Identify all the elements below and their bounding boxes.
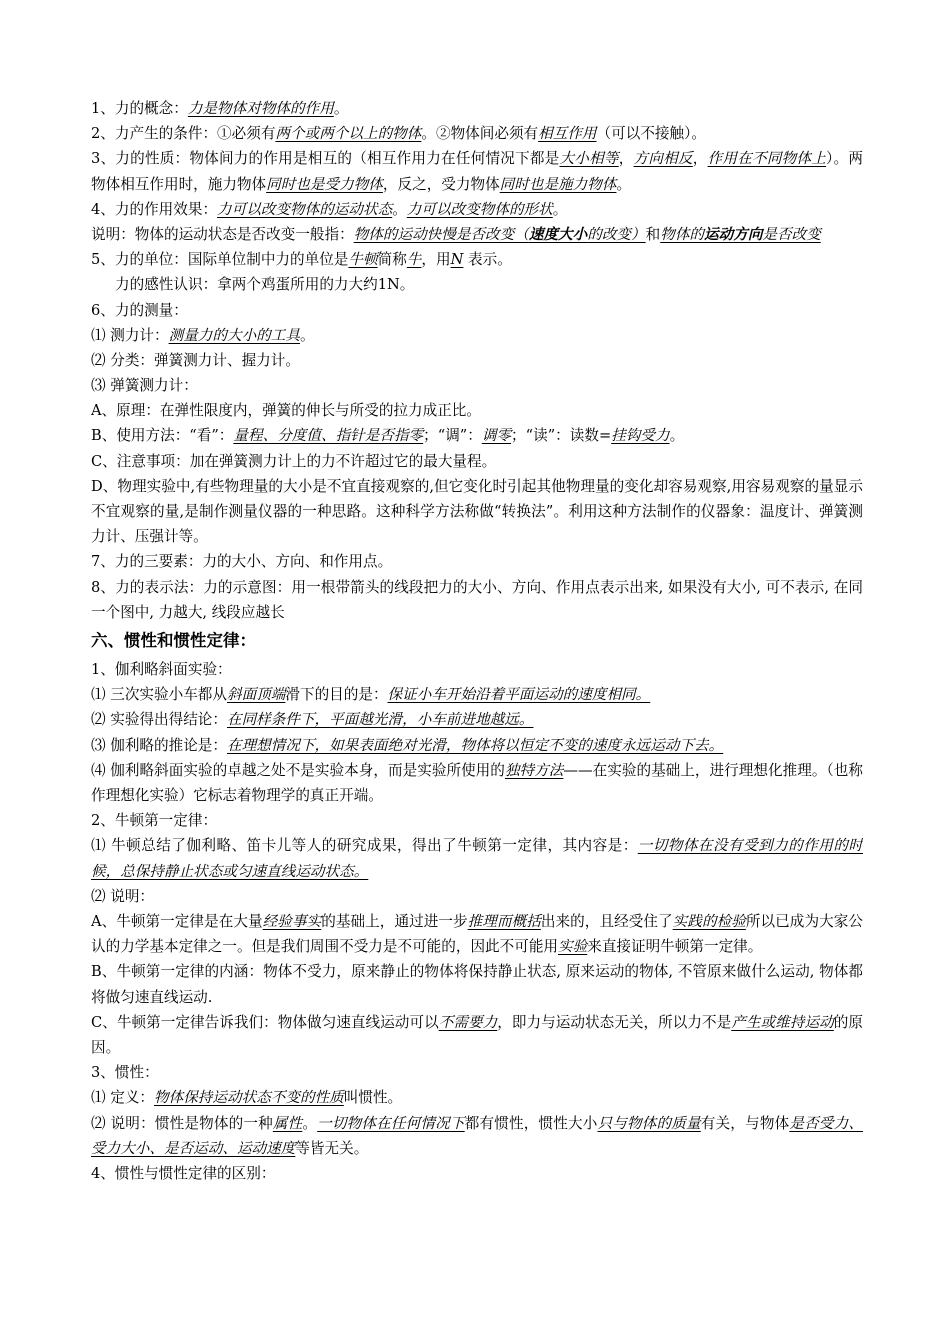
underlined-text: 大小相等 xyxy=(559,150,619,168)
text: B、使用方法：“看”： xyxy=(91,427,234,445)
usage-method xyxy=(91,423,863,448)
text: ）。两物体相互作用时，施力物体 xyxy=(91,150,863,193)
galileo-experiment: 1、伽利略斜面实验： xyxy=(91,661,232,679)
three-elements: 7、力的三要素：力的大小、方向、和作用点。 xyxy=(91,553,393,571)
text: 有关，与物体 xyxy=(700,1114,790,1132)
underlined-text: 两个或两个以上的物体 xyxy=(275,125,422,143)
underlined-text: 经验事实 xyxy=(262,913,322,930)
text: ， xyxy=(618,150,634,168)
text: 说明：物体的运动状态是否改变一般指： xyxy=(91,225,354,243)
underlined-text: 挂钩受力 xyxy=(611,427,670,445)
inertia-explanation xyxy=(91,1111,863,1161)
text: 。 xyxy=(669,427,685,445)
underlined-text: 不需要力 xyxy=(438,1013,498,1031)
document-page xyxy=(91,96,863,1186)
underlined-text: 一切物体在没有受到力的作用的时候，总保持静止状态或匀速直线运动状态。 xyxy=(91,837,863,880)
text: ，即力与运动状态无关，所以力不是 xyxy=(497,1013,732,1031)
text: 所以已成为大家公认的力学基本定律之一。但是我们周围不受力是不可能的，因此不可能用 xyxy=(91,913,863,956)
text: 。 xyxy=(299,326,315,344)
concept-of-force xyxy=(91,96,863,121)
underlined-text: 相互作用 xyxy=(538,125,597,143)
text: 简称 xyxy=(377,251,407,269)
newton-law-basis xyxy=(91,909,863,959)
text: 。 xyxy=(392,200,407,218)
unit-of-force xyxy=(91,247,863,272)
underlined-text: 的改变） xyxy=(587,225,646,243)
text: 和 xyxy=(645,225,661,243)
text: ⑴ 定义： xyxy=(91,1089,155,1107)
underlined-text: 力可以改变物体的运动状态 xyxy=(217,200,393,218)
underlined-text: 在理想情况下，如果表面绝对光滑，物体将以恒定不变的速度永远运动下去。 xyxy=(226,736,724,754)
text: ⑴ 测力计： xyxy=(91,326,169,344)
precautions: C、注意事项：加在弹簧测力计上的力不许超过它的最大量程。 xyxy=(91,452,497,470)
dynamometer xyxy=(91,323,863,348)
force-perception: 力的感性认识：拿两个鸡蛋所用的力大约1N。 xyxy=(115,276,415,294)
newton-law-content xyxy=(91,833,863,883)
text: ⑴ 牛顿总结了伽利略、笛卡儿等人的研究成果，得出了牛顿第一定律，其内容是： xyxy=(91,837,638,855)
text: 的原因。 xyxy=(91,1013,863,1057)
text: C、牛顿第一定律告诉我们：物体做匀速直线运动可以 xyxy=(91,1013,439,1031)
text: ——在实验的基础上，进行理想化推理。（也称作理想化实验）它标志着物理学的真正开端。 xyxy=(91,761,863,805)
underlined-text: 斜面顶端 xyxy=(226,686,286,704)
text: 出来的，且经受住了 xyxy=(540,913,673,930)
note-motion-state xyxy=(91,222,863,247)
underlined-text: 产生或维持运动 xyxy=(731,1013,834,1031)
newton-law-tells xyxy=(91,1010,863,1060)
galileo-excellence xyxy=(91,758,863,808)
underlined-text: 同时也是施力物体 xyxy=(499,175,617,193)
classification: ⑵ 分类：弹簧测力计、握力计。 xyxy=(91,351,300,369)
text: ；“读”：读数= xyxy=(511,427,612,445)
underlined-text: 实验 xyxy=(558,938,588,956)
underlined-text: 在同样条件下，平面越光滑，小车前进地越远。 xyxy=(226,711,534,729)
text: ，反之，受力物体 xyxy=(382,175,500,193)
text: ⑶ 伽利略的推论是： xyxy=(91,736,227,754)
text: 4、力的作用效果： xyxy=(91,200,218,218)
force-representation: 8、力的表示法：力的示意图：用一根带箭头的线段把力的大小、方向、作用点表示出来, 如果没有大小, 可不表示, 在同一个图中, 力越大, 线段应越长 xyxy=(91,578,863,621)
underlined-text: 牛顿 xyxy=(348,251,378,269)
text: 的基础上，通过进一步 xyxy=(321,913,468,930)
text: ⑵ 说明：惯性是物体的一种 xyxy=(91,1114,273,1132)
underlined-text: 量程、分度值、指针是否指零 xyxy=(233,427,424,445)
nature-of-force xyxy=(91,146,863,196)
text: ；“调”： xyxy=(423,427,482,445)
underlined-text: 独特方法 xyxy=(504,761,564,779)
underlined-text: 实践的检验 xyxy=(672,913,746,930)
underlined-text: 方向相反 xyxy=(633,150,693,168)
text: 叫惯性。 xyxy=(343,1089,403,1107)
text: 。 xyxy=(333,100,349,117)
text: ， xyxy=(692,150,708,168)
underlined-text: 只与物体的质量 xyxy=(597,1114,701,1132)
text: 5、力的单位：国际单位制中力的单位是 xyxy=(91,251,349,269)
text: ⑷ 伽利略斜面实验的卓越之处不是实验本身，而是实验所使用的 xyxy=(91,761,505,779)
measurement-of-force: 6、力的测量： xyxy=(91,301,188,319)
text: 等皆无关。 xyxy=(295,1139,369,1157)
text: ⑵ 实验得出得结论： xyxy=(91,711,227,729)
newton-first-law: 2、牛顿第一定律： xyxy=(91,812,218,830)
text: A、牛顿第一定律是在大量 xyxy=(91,913,263,930)
spring-dynamometer: ⑶ 弹簧测力计： xyxy=(91,377,198,395)
text: 3、力的性质：物体间力的作用是相互的（相互作用力在任何情况下都是 xyxy=(91,150,560,168)
inertia: 3、惯性： xyxy=(91,1064,159,1082)
underlined-text: 同时也是受力物体 xyxy=(266,175,383,193)
underlined-text: 是否改变 xyxy=(762,225,821,243)
underlined-text: 一切物体在任何情况下 xyxy=(317,1114,465,1132)
bold-underlined-text: 速度大小 xyxy=(528,225,588,243)
text: 。 xyxy=(552,200,568,218)
underlined-text: 作用在不同物体上 xyxy=(707,150,827,168)
galileo-inference xyxy=(91,733,863,758)
text: 表示。 xyxy=(463,251,512,269)
text: 。②物体间必须有 xyxy=(421,125,539,143)
text: ，用 xyxy=(421,251,451,269)
underlined-text: 物体保持运动状态不变的性质 xyxy=(154,1089,344,1107)
experiment-conclusion xyxy=(91,707,863,732)
effects-of-force xyxy=(91,197,863,222)
inertia-vs-law: 4、惯性与惯性定律的区别： xyxy=(91,1165,276,1182)
underlined-text: 属性 xyxy=(272,1114,303,1132)
underlined-text: 力可以改变物体的形状 xyxy=(406,200,553,218)
text: 滑下的目的是： xyxy=(285,686,388,704)
newton-law-meaning: B、牛顿第一定律的内涵：物体不受力，原来静止的物体将保持静止状态, 原来运动的物体, 不管原来做什么运动, 物体都将做匀速直线运动. xyxy=(91,963,863,1006)
text: 来直接证明牛顿第一定律。 xyxy=(587,938,763,956)
experiment-purpose xyxy=(91,682,863,707)
conditions-of-force xyxy=(91,121,863,146)
underlined-text: 调零 xyxy=(481,427,512,445)
explanation: ⑵ 说明： xyxy=(91,887,155,905)
bold-underlined-text: 运动方向 xyxy=(704,225,763,243)
underlined-text: 推理而概括 xyxy=(467,913,541,930)
underlined-text: N xyxy=(450,251,464,269)
inertia-definition xyxy=(91,1085,863,1110)
text: 。 xyxy=(616,175,632,193)
section-heading: 六、惯性和惯性定律： xyxy=(91,631,256,651)
underlined-text: 物体的运动快慢是否改变（ xyxy=(353,225,529,243)
text: 1、力的概念： xyxy=(91,100,188,117)
text: ⑴ 三次实验小车都从 xyxy=(91,686,227,704)
text: 都有惯性，惯性大小 xyxy=(464,1114,598,1132)
underlined-text: 是否受力、受力大小、是否运动、运动速度 xyxy=(91,1114,863,1157)
underlined-text: 牛 xyxy=(406,251,422,269)
underlined-text: 测量力的大小的工具 xyxy=(168,326,300,344)
text: 。 xyxy=(302,1114,318,1132)
text: 2、力产生的条件：①必须有 xyxy=(91,125,276,143)
underlined-text: 物体的 xyxy=(660,225,705,243)
conversion-method: D、物理实验中,有些物理量的大小是不宜直接观察的,但它变化时引起其他物理量的变化却容易观察,用容易观察的量显示不宜观察的量,是制作测量仪器的一种思路。这种科学方法称做“转换法”。利用这种方法制作的仪器象：温度计、弹簧测力计、压强计等。 xyxy=(91,477,863,546)
underlined-text: 保证小车开始沿着平面运动的速度相同。 xyxy=(387,686,651,704)
text: （可以不接触）。 xyxy=(596,125,706,143)
underlined-text: 力是物体对物体的作用 xyxy=(187,100,334,117)
principle: A、原理：在弹性限度内，弹簧的伸长与所受的拉力成正比。 xyxy=(91,402,481,420)
